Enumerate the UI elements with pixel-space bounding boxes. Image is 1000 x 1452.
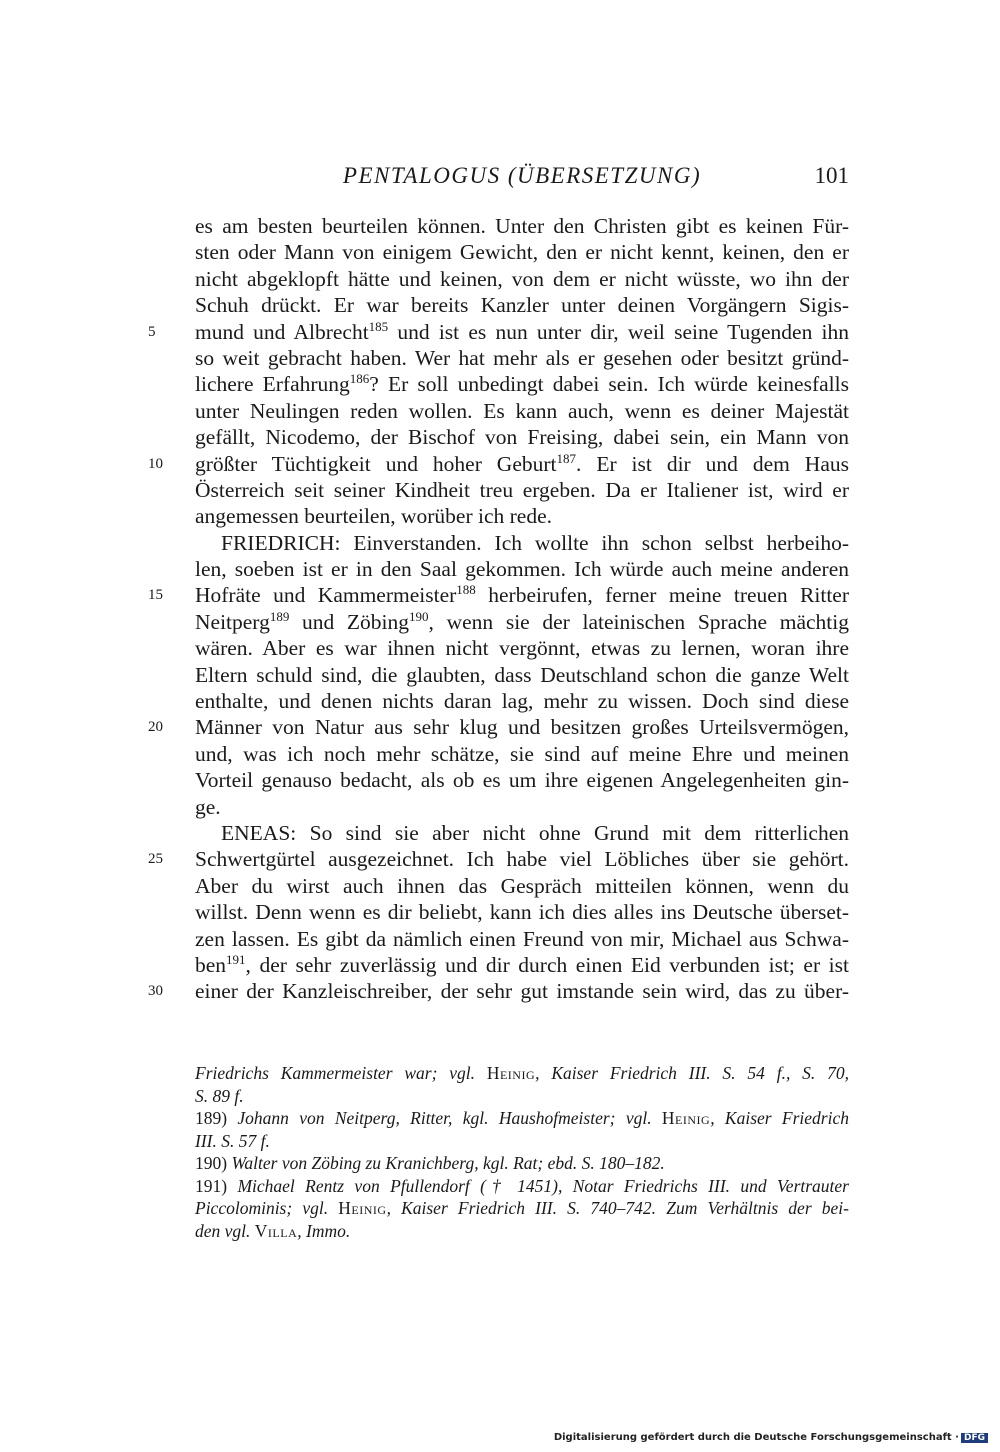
footnote-number: 190) (195, 1153, 228, 1173)
text-line: len, soeben ist er in den Saal gekommen. Ich würde auch meine anderen (195, 557, 849, 582)
footnote-number: 189) (195, 1108, 228, 1128)
text-line: 30 einer der Kanzleischreiber, der sehr gut imstande sein wird, das zu über- (148, 979, 849, 1004)
line-number: 25 (148, 851, 163, 868)
funding-note (554, 1432, 988, 1443)
text-line: Österreich seit seiner Kindheit treu ergeben. Da er Italiener ist, wird er (195, 477, 849, 502)
text-line: zen lassen. Es gibt da nämlich einen Freund von mir, Michael aus Schwa- (195, 926, 849, 951)
text-line: Aber du wirst auch ihnen das Gespräch mitteilen können, wenn du (195, 873, 849, 898)
text-line: Vorteil genauso bedacht, als ob es um ihre eigenen Angelegenheiten gin- (195, 768, 849, 793)
page-number: 101 (814, 163, 849, 188)
author-name: Heinig (486, 1063, 536, 1083)
running-head (195, 163, 849, 193)
text-line: enthalte, und denen nichts daran lag, mehr zu wissen. Doch sind diese (195, 689, 849, 714)
text-line: sten oder Mann von einigem Gewicht, den er nicht kennt, keinen, den er (195, 240, 849, 265)
footnote-number: 191) (195, 1175, 228, 1196)
line-number: 10 (148, 455, 163, 472)
text-line: Schuh drückt. Er war bereits Kanzler unter deinen Vorgängern Sigis- (195, 293, 849, 318)
footnote-ref: 185 (368, 318, 389, 334)
text-line: ENEAS: So sind sie aber nicht ohne Grund mit dem ritterlichen (221, 820, 849, 845)
footnote-line: 189) Johann von Neitperg, Ritter, kgl. Haushofmeister; vgl. Heinig, Kaiser Friedrich (195, 1108, 849, 1128)
text-line: 10 größter Tüchtigkeit und hoher Geburt$^{187}$. Er ist dir und dem Haus (148, 450, 849, 476)
footnote-line: Piccolominis; vgl. Heinig, Kaiser Friedrich III. S. 740–742. Zum Verhältnis der bei- (195, 1198, 849, 1218)
line-number: 30 (148, 983, 163, 1000)
footnote-line: Friedrichs Kammermeister war; vgl. Heinig, Kaiser Friedrich III. S. 54 f., S. 70, (195, 1063, 849, 1083)
text-line: es am besten beurteilen können. Unter den Christen gibt es keinen Für- (195, 214, 849, 238)
footnote-line: den vgl. Villa, Immo. (195, 1220, 351, 1241)
author-name: Heinig (661, 1108, 711, 1128)
line-number: 20 (148, 719, 163, 736)
footnote-ref: 186 (349, 371, 370, 387)
text-line: Eltern schuld sind, die glaubten, dass Deutschland schon die ganze Welt (195, 662, 849, 687)
text-line: gefällt, Nicodemo, der Bischof von Freising, dabei sein, ein Mann von (195, 425, 849, 450)
text-line: FRIEDRICH: Einverstanden. Ich wollte ihn schon selbst herbeiho- (221, 530, 849, 555)
footnote-ref: 187 (556, 450, 576, 466)
footnote-line: S. 89 f. (195, 1085, 244, 1106)
text-line: wären. Aber es war ihnen nicht vergönnt, etwas zu lernen, woran ihre (195, 636, 849, 661)
author-name: Villa (254, 1220, 298, 1241)
line-number: 15 (148, 587, 163, 604)
text-line: nicht abgeklopft hätte und keinen, von dem er nicht wüsste, wo ihn der (195, 266, 849, 291)
footnote-line: III. S. 57 f. (195, 1130, 270, 1151)
dfg-logo: DFG (961, 1433, 988, 1443)
footnotes (195, 1062, 849, 1242)
running-title: PENTALOGUS (ÜBERSETZUNG) (342, 163, 702, 188)
text-line: ge. (195, 794, 221, 819)
footnote-ref: 188 (456, 582, 476, 598)
text-line: willst. Denn wenn es dir beliebt, kann ich dies alles ins Deutsche überset- (195, 900, 849, 925)
text-line: lichere Erfahrung$^{186}$? Er soll unbedingt dabei sein. Ich würde keinesfalls (195, 371, 849, 397)
text-line: 25 Schwertgürtel ausgezeichnet. Ich habe viel Löbliches über sie gehört. (148, 847, 849, 872)
footnote-line: 190) Walter von Zöbing zu Kranichberg, kgl. Rat; ebd. S. 180–182. (195, 1153, 665, 1173)
author-name: Heinig (338, 1198, 387, 1218)
footnote-ref: 189 (269, 608, 290, 624)
text-line: unter Neulingen reden wollen. Es kann auch, wenn es deiner Majestät (195, 398, 849, 423)
body-text (148, 213, 850, 1005)
text-line: 5 mund und Albrecht$^{185}$ und ist es nun unter dir, weil seine Tugenden ihn (148, 318, 849, 344)
footnote-ref: 191 (226, 951, 246, 967)
funding-text: Digitalisierung gefördert durch die Deutsche Forschungsgemeinschaft · (553, 1432, 959, 1443)
footnote-ref: 190 (409, 608, 429, 624)
text-line: 15 Hofräte und Kammermeister$^{188}$ herbeirufen, ferner meine treuen Ritter (148, 582, 850, 608)
text-line: und, was ich noch mehr schätze, sie sind auf meine Ehre und meinen (195, 741, 849, 766)
text-line: ben$^{191}$, der sehr zuverlässig und dir durch einen Eid verbunden ist; er ist (195, 951, 849, 977)
footnote-line: 191) Michael Rentz von Pfullendorf († 1451), Notar Friedrichs III. und Vertrauter (195, 1175, 849, 1196)
line-number: 5 (148, 323, 156, 340)
text-line: so weit gebracht haben. Wer hat mehr als er gesehen oder besitzt gründ- (195, 345, 849, 370)
text-line: Neitperg$^{189}$ und Zöbing$^{190}$, wenn sie der lateinischen Sprache mächtig (195, 608, 850, 634)
text-line: angemessen beurteilen, worüber ich rede. (195, 504, 552, 529)
text-line: 20 Männer von Natur aus sehr klug und besitzen großes Urteilsvermögen, (148, 715, 849, 740)
